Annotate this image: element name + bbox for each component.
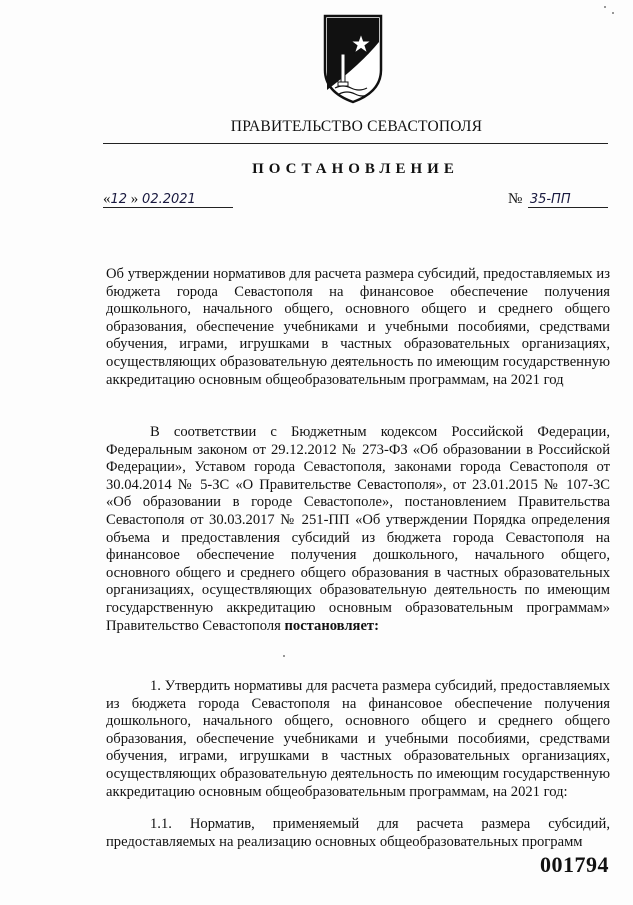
date-day: 12 (110, 192, 128, 207)
decrees-word: постановляет (284, 617, 375, 634)
government-title-rule (103, 143, 608, 144)
scan-speck (612, 12, 614, 14)
sevastopol-coat-of-arms-icon (321, 12, 385, 104)
clause-1: 1. Утвердить нормативы для расчета размера субсидий, предоставляемых из бюджета города Севастополя на финансовое обеспечение получения дошкольного, начального общего, основного общего и среднего общего образования, обеспечение учебниками и учебными пособиями, средствами обучения, играми, игрушками в частных образовательных организациях, осуществляющих образовательную деятельность по имеющим государственную аккредитацию основным общеобразовательным программам, на 2021 год: (106, 678, 610, 800)
government-title: ПРАВИТЕЛЬСТВО СЕВАСТОПОЛЯ (230, 118, 483, 135)
legal-basis-paragraph (106, 424, 610, 635)
document-number (508, 191, 571, 208)
clause-1-1: 1.1. Норматив, применяемый для расчета размера субсидий, предоставляемых на реализацию основных общеобразовательных программ (106, 816, 610, 850)
document-date (103, 191, 196, 208)
number-underline (528, 207, 608, 208)
date-open-quote: « (103, 191, 111, 207)
resolution-title: Об утверждении нормативов для расчета размера субсидий, предоставляемых из бюджета города Севастополя на финансовое обеспечение получения дошкольного, начального общего, основного общего и среднего общего образования, обеспечение учебниками и учебными пособиями, средствами обучения, играми, игрушками в частных образовательных организациях, осуществляющих образовательную деятельность по имеющим государственную аккредитацию основным общеобразовательным программам, на 2021 год (106, 266, 610, 388)
number-sign: № (508, 191, 523, 207)
page-serial-number: 001794 (540, 852, 609, 877)
date-close-quote: » (130, 191, 139, 207)
scan-speck (604, 6, 606, 8)
number-value: 35-ПП (529, 192, 571, 207)
decrees-colon: : (374, 617, 379, 634)
scan-speck (283, 655, 285, 657)
legal-basis-text: В соответствии с Бюджетным кодексом Российской Федерации, Федеральным законом от 29.12.2012 № 273-ФЗ «Об образовании в Российской Федерации», Уставом города Севастополя, законами города Севастополя от 30.04.2014 № 5-ЗС «О Правительстве Севастополя», от 23.01.2015 № 107-ЗС «Об образовании в городе Севастополе», постановлением Правительства Севастополя от 30.03.2017 № 251-ПП «Об утверждении Порядка определения объема и предоставления субсидий из бюджета города Севастополя на финансовое обеспечение получения дошкольного, начального общего, основного общего и среднего общего образования в частных образовательных организациях, осуществляющих образовательную деятельность по имеющим государственную аккредитацию основным образовательным программам» Правительство Севастополя (106, 424, 610, 634)
date-month-year: 02.2021 (142, 192, 196, 207)
document-type-title: ПОСТАНОВЛЕНИЕ (252, 161, 459, 177)
date-underline (103, 207, 233, 208)
